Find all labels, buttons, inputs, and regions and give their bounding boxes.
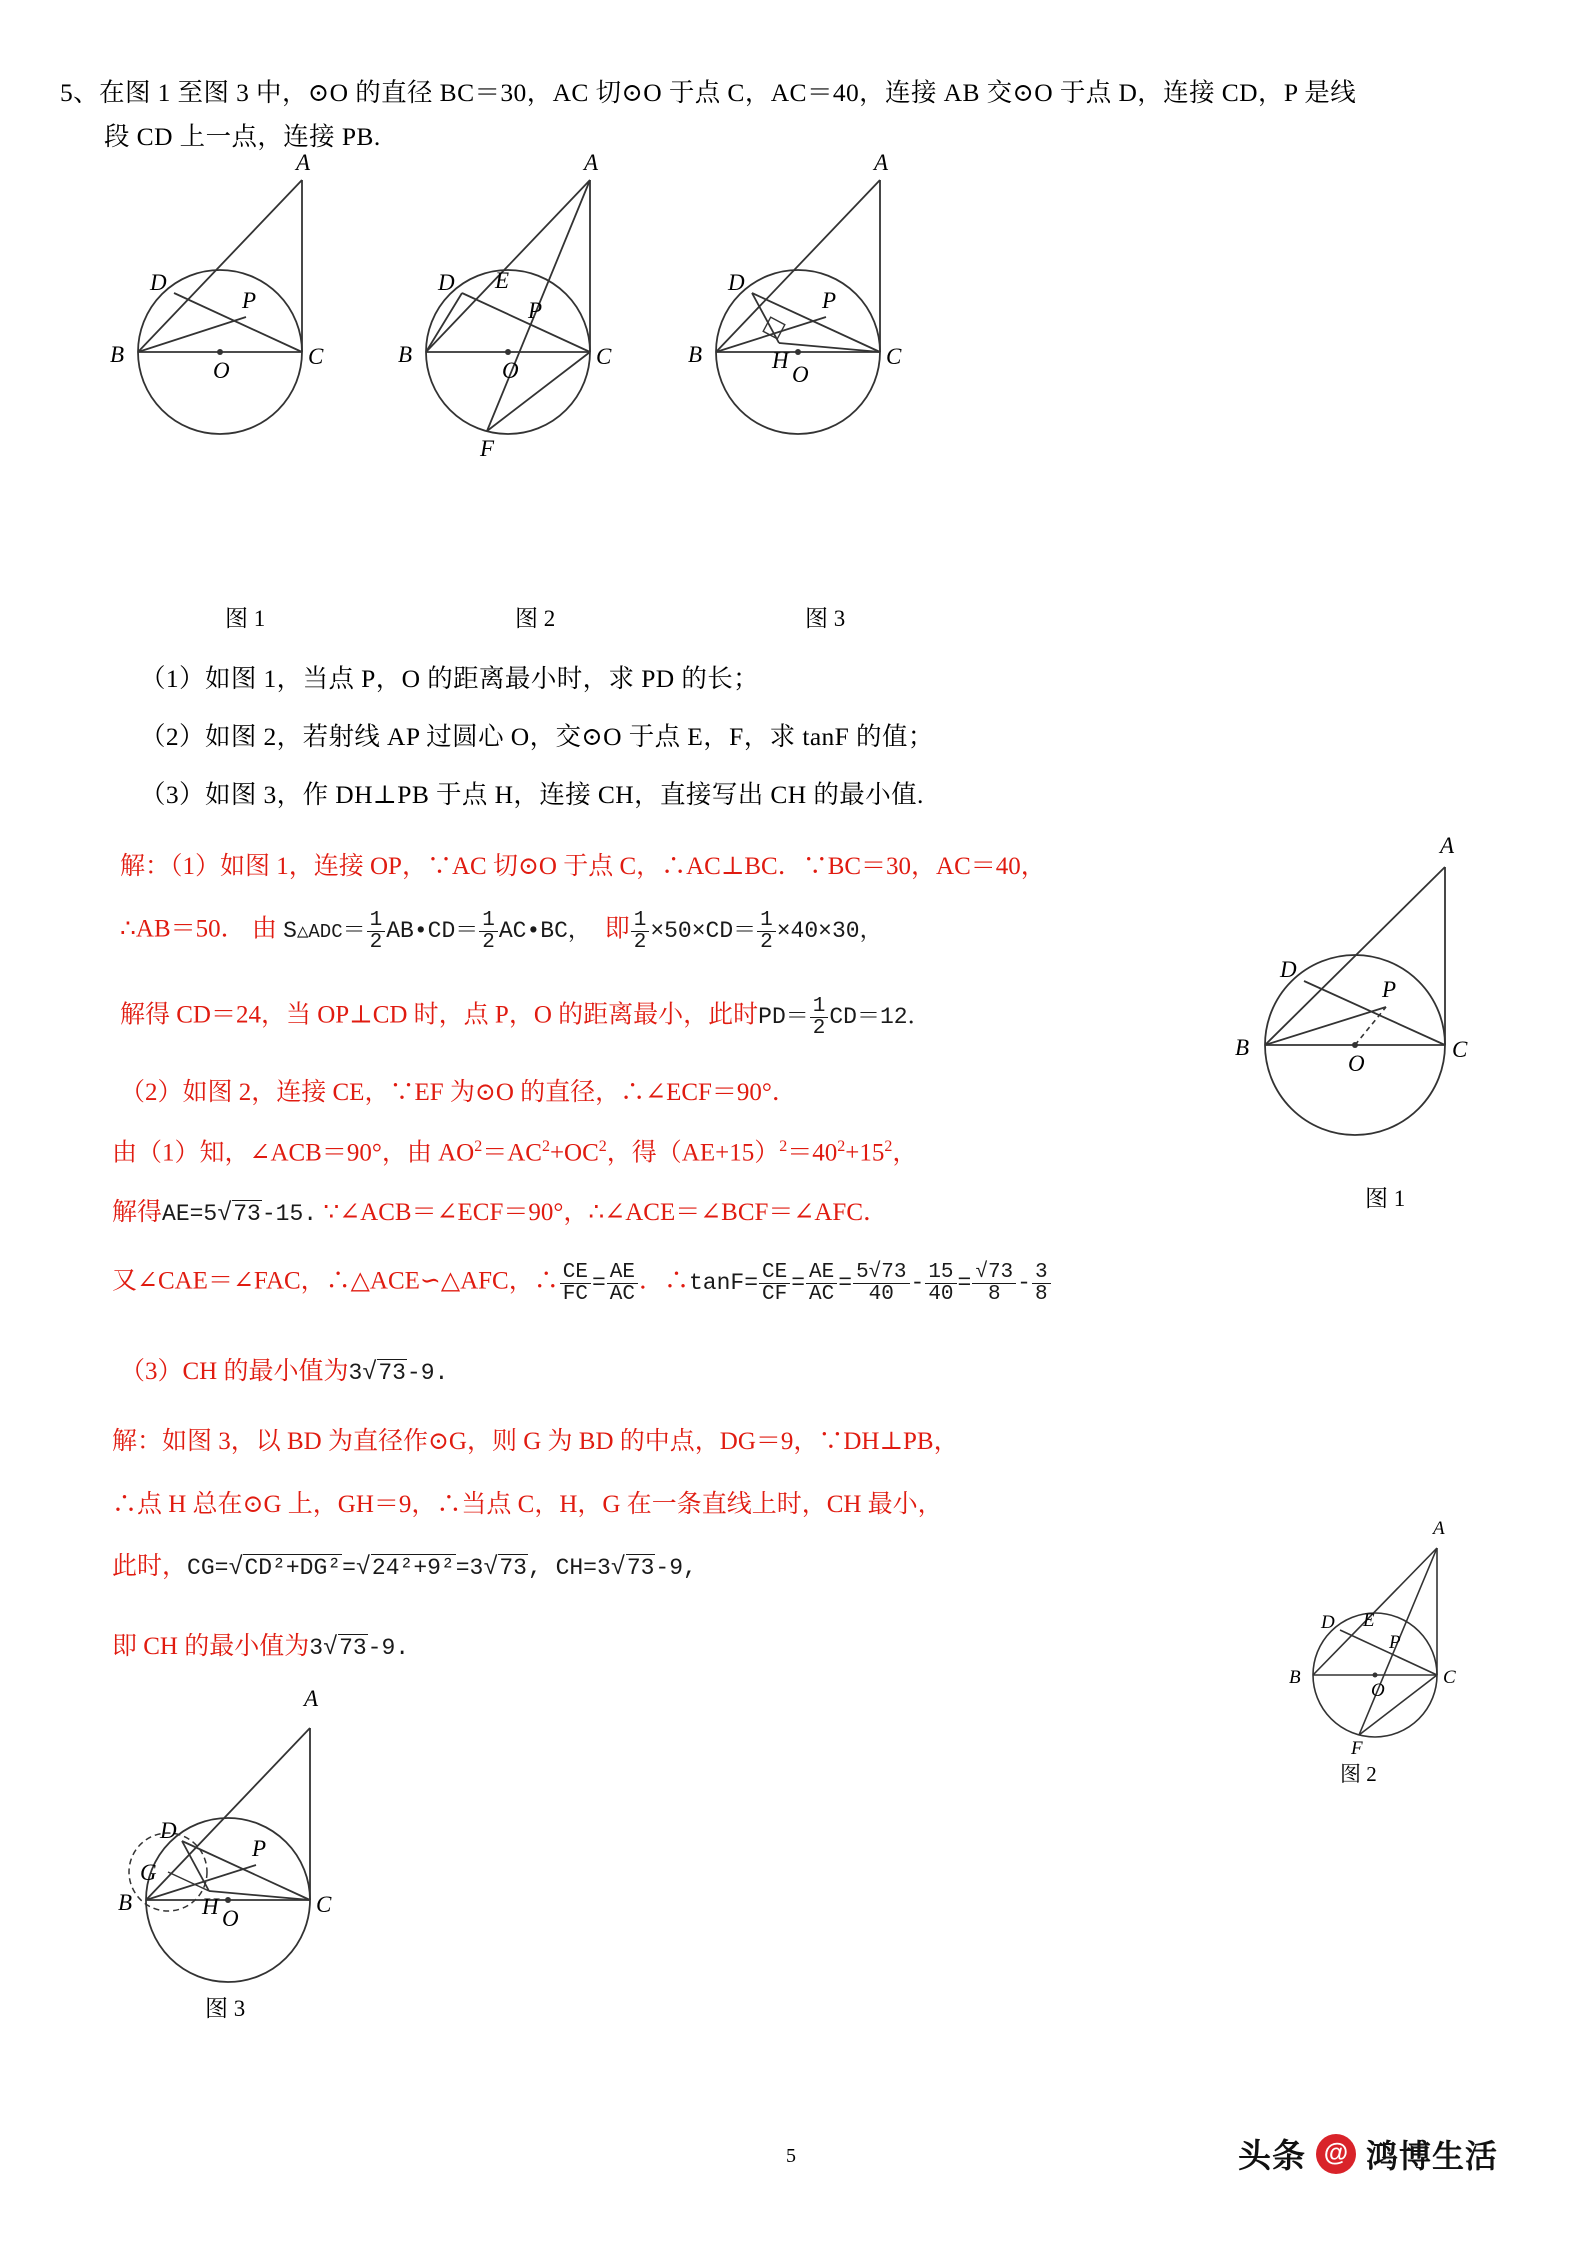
sqrt-24-9: √24²+9² xyxy=(355,1553,455,1582)
minus: - xyxy=(1017,1269,1031,1296)
numerator: CE xyxy=(562,1261,588,1284)
fraction-half-3 xyxy=(631,910,650,954)
fraction-ae-ac xyxy=(607,1262,638,1306)
figure-1-right-label-C: C xyxy=(1452,1037,1468,1062)
sqrt-73-4: √73 xyxy=(610,1553,655,1582)
eq-1: ＝ xyxy=(342,917,366,944)
area-subscript: △ADC xyxy=(296,920,343,943)
solution-line-3 xyxy=(120,996,931,1040)
sol5-g: ， xyxy=(892,1139,918,1167)
figure-1-right xyxy=(1230,833,1530,1165)
sqrt-73-1: √73 xyxy=(217,1199,261,1228)
solution-line-11 xyxy=(112,1550,697,1585)
figure-2-label-D: D xyxy=(438,270,455,295)
question-3: （3）如图 3，作 DH⊥PB 于点 H，连接 CH，直接写出 CH 的最小值. xyxy=(140,780,924,809)
solution-line-5 xyxy=(112,1136,917,1170)
figure-3-bottom-label-P: P xyxy=(252,1836,267,1861)
numerator: √73 xyxy=(975,1261,1014,1284)
eq: = xyxy=(791,1269,806,1296)
figure-2-label-P: P xyxy=(528,298,543,323)
figure-3-bottom-caption: 图 3 xyxy=(205,1996,246,2021)
figure-3-caption: 图 3 xyxy=(805,606,846,631)
figure-2-right-label-F: F xyxy=(1351,1738,1363,1759)
figure-1-right-label-B: B xyxy=(1235,1035,1250,1060)
figure-3-bottom-label-H: H xyxy=(202,1894,219,1919)
solution-line-8 xyxy=(120,1355,448,1390)
radicand: CD²+DG² xyxy=(244,1555,342,1581)
ch-expr: , CH=3 xyxy=(527,1555,611,1581)
final-prefix: 即 CH 的最小值为 xyxy=(112,1633,310,1660)
figure-3-bottom-label-A: A xyxy=(304,1686,319,1711)
sol7-conn: ．∴ xyxy=(638,1267,689,1295)
denominator: 2 xyxy=(810,1017,829,1039)
acbc-term: AC•BC， xyxy=(498,917,591,944)
solution-line-9: 解：如图 3，以 BD 为直径作⊙G，则 G 为 BD 的中点，DG＝9，∵DH⊥PB， xyxy=(112,1428,959,1455)
numerator: 1 xyxy=(760,909,773,932)
figure-3-label-A: A xyxy=(874,150,889,175)
pd-result: CD＝12． xyxy=(829,1003,931,1030)
fraction-ce-cf xyxy=(759,1262,790,1306)
tail: -9. xyxy=(367,1635,410,1661)
figure-3-bottom-label-D: D xyxy=(160,1818,177,1843)
solution-line-7 xyxy=(112,1262,1052,1306)
sqrt-73-2: √73 xyxy=(362,1358,406,1387)
question-2: （2）如图 2，若射线 AP 过圆心 O，交⊙O 于点 E，F，求 tanF 的值； xyxy=(140,722,934,751)
at-icon: @ xyxy=(1316,2134,1356,2174)
sol6-rest: ∵∠ACB＝∠ECF＝90°，∴∠ACE＝∠BCF＝∠AFC． xyxy=(323,1199,889,1226)
sol5-d: ，得（AE+15） xyxy=(606,1139,780,1167)
figure-2-right-caption: 图 2 xyxy=(1340,1762,1377,1786)
figure-1-right-caption: 图 1 xyxy=(1365,1186,1406,1211)
numerator: 3 xyxy=(1034,1261,1048,1284)
figure-2-right-label-O: O xyxy=(1371,1680,1385,1701)
figure-3 xyxy=(680,150,960,430)
numerator: 1 xyxy=(369,909,383,932)
denominator: 2 xyxy=(479,931,498,953)
figure-3-bottom-label-C: C xyxy=(316,1892,332,1917)
left-product: ×50×CD＝ xyxy=(650,917,757,944)
figure-2-right-label-C: C xyxy=(1443,1667,1456,1688)
sol5-e: ＝40 xyxy=(787,1139,838,1167)
fraction-half-4 xyxy=(757,910,776,954)
figure-2-right-label-B: B xyxy=(1289,1667,1301,1688)
figure-3-bottom-label-O: O xyxy=(222,1906,239,1931)
brand-name: 鸿博生活 xyxy=(1366,2137,1499,2174)
eq: = xyxy=(838,1269,853,1296)
sol5-c: +OC xyxy=(549,1139,599,1167)
numeric-equation xyxy=(630,909,883,955)
final-value xyxy=(309,1635,409,1661)
figure-2-label-B: B xyxy=(398,342,413,367)
question-1: （1）如图 1，当点 P，O 的距离最小时，求 PD 的长； xyxy=(140,664,760,693)
fraction-sqrt73-8 xyxy=(972,1262,1016,1306)
problem-line-2: 段 CD 上一点，连接 PB. xyxy=(104,122,381,151)
figure-3-label-D: D xyxy=(728,270,745,295)
figure-3-bottom-label-G: G xyxy=(140,1860,157,1885)
denominator: 2 xyxy=(367,931,386,953)
figure-3-label-P: P xyxy=(822,288,837,313)
solution-line-12 xyxy=(112,1630,409,1665)
sqrt-73-3: √73 xyxy=(483,1553,527,1582)
eq-3: =3 xyxy=(455,1555,484,1581)
watermark-brand xyxy=(1238,2130,1498,2177)
cg-label: CG= xyxy=(187,1555,229,1581)
tail: -9. xyxy=(406,1360,449,1386)
solution-conn-ji: 即 xyxy=(604,915,630,943)
denominator: 40 xyxy=(853,1283,909,1305)
fraction-half-5 xyxy=(810,996,829,1040)
sqrt-73-5: √73 xyxy=(323,1633,367,1662)
fraction-ce-fc xyxy=(560,1262,591,1306)
figure-2-label-C: C xyxy=(596,344,612,369)
figure-1-label-O: O xyxy=(213,358,230,383)
solution-line-2 xyxy=(120,910,883,954)
numerator: 5√73 xyxy=(856,1261,907,1284)
figure-1-right-label-D: D xyxy=(1280,957,1297,982)
ch-min-value xyxy=(348,1360,448,1386)
sol5-a: 由（1）知，∠ACB＝90°，由 AO xyxy=(112,1139,475,1167)
denominator: AC xyxy=(607,1283,638,1305)
solution-line-10: ∴点 H 总在⊙G 上，GH＝9，∴当点 C，H，G 在一条直线上时，CH 最小， xyxy=(112,1491,943,1518)
ch-min-prefix: （3）CH 的最小值为 xyxy=(120,1358,349,1385)
solution-conn-you: 由 xyxy=(251,915,277,943)
sol7-prefix: 又∠CAE＝∠FAC，∴△ACE∽△AFC，∴ xyxy=(112,1267,559,1295)
figure-2-label-F: F xyxy=(480,436,495,461)
numerator: 1 xyxy=(812,995,826,1018)
figure-3-bottom-label-B: B xyxy=(118,1890,133,1915)
solution-line-4: （2）如图 2，连接 CE，∵EF 为⊙O 的直径，∴∠ECF＝90°． xyxy=(120,1079,797,1106)
numerator: AE xyxy=(609,1261,635,1284)
eq: = xyxy=(591,1269,606,1296)
radicand: 73 xyxy=(626,1555,655,1581)
denominator: FC xyxy=(560,1283,591,1305)
denominator: AC xyxy=(806,1283,837,1305)
figure-2-right-label-P: P xyxy=(1389,1632,1401,1653)
right-product: ×40×30， xyxy=(776,917,883,944)
denominator: 2 xyxy=(631,931,650,953)
numerator: AE xyxy=(809,1261,835,1284)
numerator: CE xyxy=(762,1261,788,1284)
ae-label: AE=5 xyxy=(162,1201,218,1227)
exp-6: 2 xyxy=(884,1138,893,1155)
figure-2-label-E: E xyxy=(495,268,510,293)
toutiao-logo: 头条 xyxy=(1238,2137,1306,2174)
figure-2-label-A: A xyxy=(584,150,599,175)
figure-1-label-A: A xyxy=(296,150,311,175)
eq: = xyxy=(744,1269,759,1296)
denominator: 8 xyxy=(1032,1283,1051,1305)
radicand: 73 xyxy=(378,1360,406,1386)
figure-1 xyxy=(100,150,370,430)
fraction-15-40 xyxy=(925,1262,956,1306)
figure-1-label-B: B xyxy=(110,342,125,367)
sqrt-cd2-dg2: √CD²+DG² xyxy=(228,1553,342,1582)
area-symbol xyxy=(283,909,605,955)
figure-2 xyxy=(390,150,680,461)
sol5-f: +15 xyxy=(845,1139,885,1167)
figure-1-label-D: D xyxy=(150,270,167,295)
abcd-term: AB•CD＝ xyxy=(386,917,479,944)
pd-expression xyxy=(758,995,931,1041)
figure-2-right-label-D: D xyxy=(1321,1612,1335,1633)
radicand: 24²+9² xyxy=(371,1555,455,1581)
figure-2-right xyxy=(1285,1518,1495,1760)
radicand: 73 xyxy=(339,1635,367,1661)
figure-3-bottom xyxy=(110,1686,400,2000)
denominator: 40 xyxy=(925,1283,956,1305)
sol6-prefix: 解得 xyxy=(112,1199,163,1226)
radicand: 73 xyxy=(499,1555,527,1581)
sol11-prefix: 此时， xyxy=(112,1553,188,1580)
figure-3-label-O: O xyxy=(792,362,809,387)
ratio-1 xyxy=(559,1261,639,1307)
fraction-ae-ac-2 xyxy=(806,1262,837,1306)
figure-1-right-label-A: A xyxy=(1440,833,1455,858)
figure-1-right-label-O: O xyxy=(1348,1051,1365,1076)
numerator: 15 xyxy=(928,1261,954,1284)
denominator: 8 xyxy=(972,1283,1016,1305)
tanf-expression xyxy=(688,1261,1052,1307)
solution-cd-result: 解得 CD＝24，当 OP⊥CD 时，点 P，O 的距离最小，此时 xyxy=(120,1001,759,1029)
eq: = xyxy=(342,1555,356,1581)
exp-5: 2 xyxy=(837,1138,846,1155)
radicand: 73 xyxy=(233,1201,261,1227)
denominator: 2 xyxy=(757,931,776,953)
figure-1-label-P: P xyxy=(242,288,257,313)
exp-3: 2 xyxy=(598,1138,607,1155)
figure-3-label-C: C xyxy=(886,344,902,369)
figure-1-caption: 图 1 xyxy=(225,606,266,631)
figure-3-label-B: B xyxy=(688,342,703,367)
figure-2-right-label-E: E xyxy=(1363,1610,1375,1631)
tan-f-label: tanF xyxy=(688,1269,745,1296)
fraction-half-2 xyxy=(479,910,498,954)
exp-2: 2 xyxy=(541,1138,550,1155)
cg-computation xyxy=(187,1555,697,1581)
pd-label: PD＝ xyxy=(758,1003,809,1030)
ae-tail: -15. xyxy=(261,1201,318,1227)
ae-expression xyxy=(162,1201,317,1227)
solution-text: 解：（1）如图 1，连接 OP，∵AC 切⊙O 于点 C，∴AC⊥BC．∵BC＝30，AC＝40， xyxy=(120,853,1046,880)
coef: 3 xyxy=(309,1635,324,1661)
figure-2-right-label-A: A xyxy=(1433,1518,1445,1539)
figure-2-caption: 图 2 xyxy=(515,606,556,631)
exp-1: 2 xyxy=(474,1138,483,1155)
numerator: 1 xyxy=(633,909,647,932)
area-s: S xyxy=(283,917,297,944)
figure-2-label-O: O xyxy=(502,358,519,383)
fraction-3-8 xyxy=(1032,1262,1051,1306)
exp-4: 2 xyxy=(779,1138,788,1155)
figure-1-right-label-P: P xyxy=(1382,977,1397,1002)
coef: 3 xyxy=(348,1360,363,1386)
solution-line-6 xyxy=(112,1196,888,1231)
denominator: CF xyxy=(759,1283,790,1305)
figure-3-label-H: H xyxy=(772,348,789,373)
eq: = xyxy=(957,1269,972,1296)
sol5-b: ＝AC xyxy=(482,1139,542,1167)
solution-line-1 xyxy=(120,850,1046,884)
solution-ab-value: ∴AB＝50． xyxy=(120,915,246,943)
figure-1-label-C: C xyxy=(308,344,324,369)
minus: - xyxy=(910,1269,925,1296)
numerator: 1 xyxy=(482,909,495,932)
tail: -9, xyxy=(655,1555,697,1581)
fraction-half-1 xyxy=(367,910,386,954)
problem-line-1: 5、在图 1 至图 3 中，⊙O 的直径 BC＝30，AC 切⊙O 于点 C，AC＝40，连接 AB 交⊙O 于点 D，连接 CD，P 是线 xyxy=(60,78,1357,107)
fraction-5sqrt73-40 xyxy=(853,1262,909,1306)
page-number: 5 xyxy=(786,2145,796,2167)
